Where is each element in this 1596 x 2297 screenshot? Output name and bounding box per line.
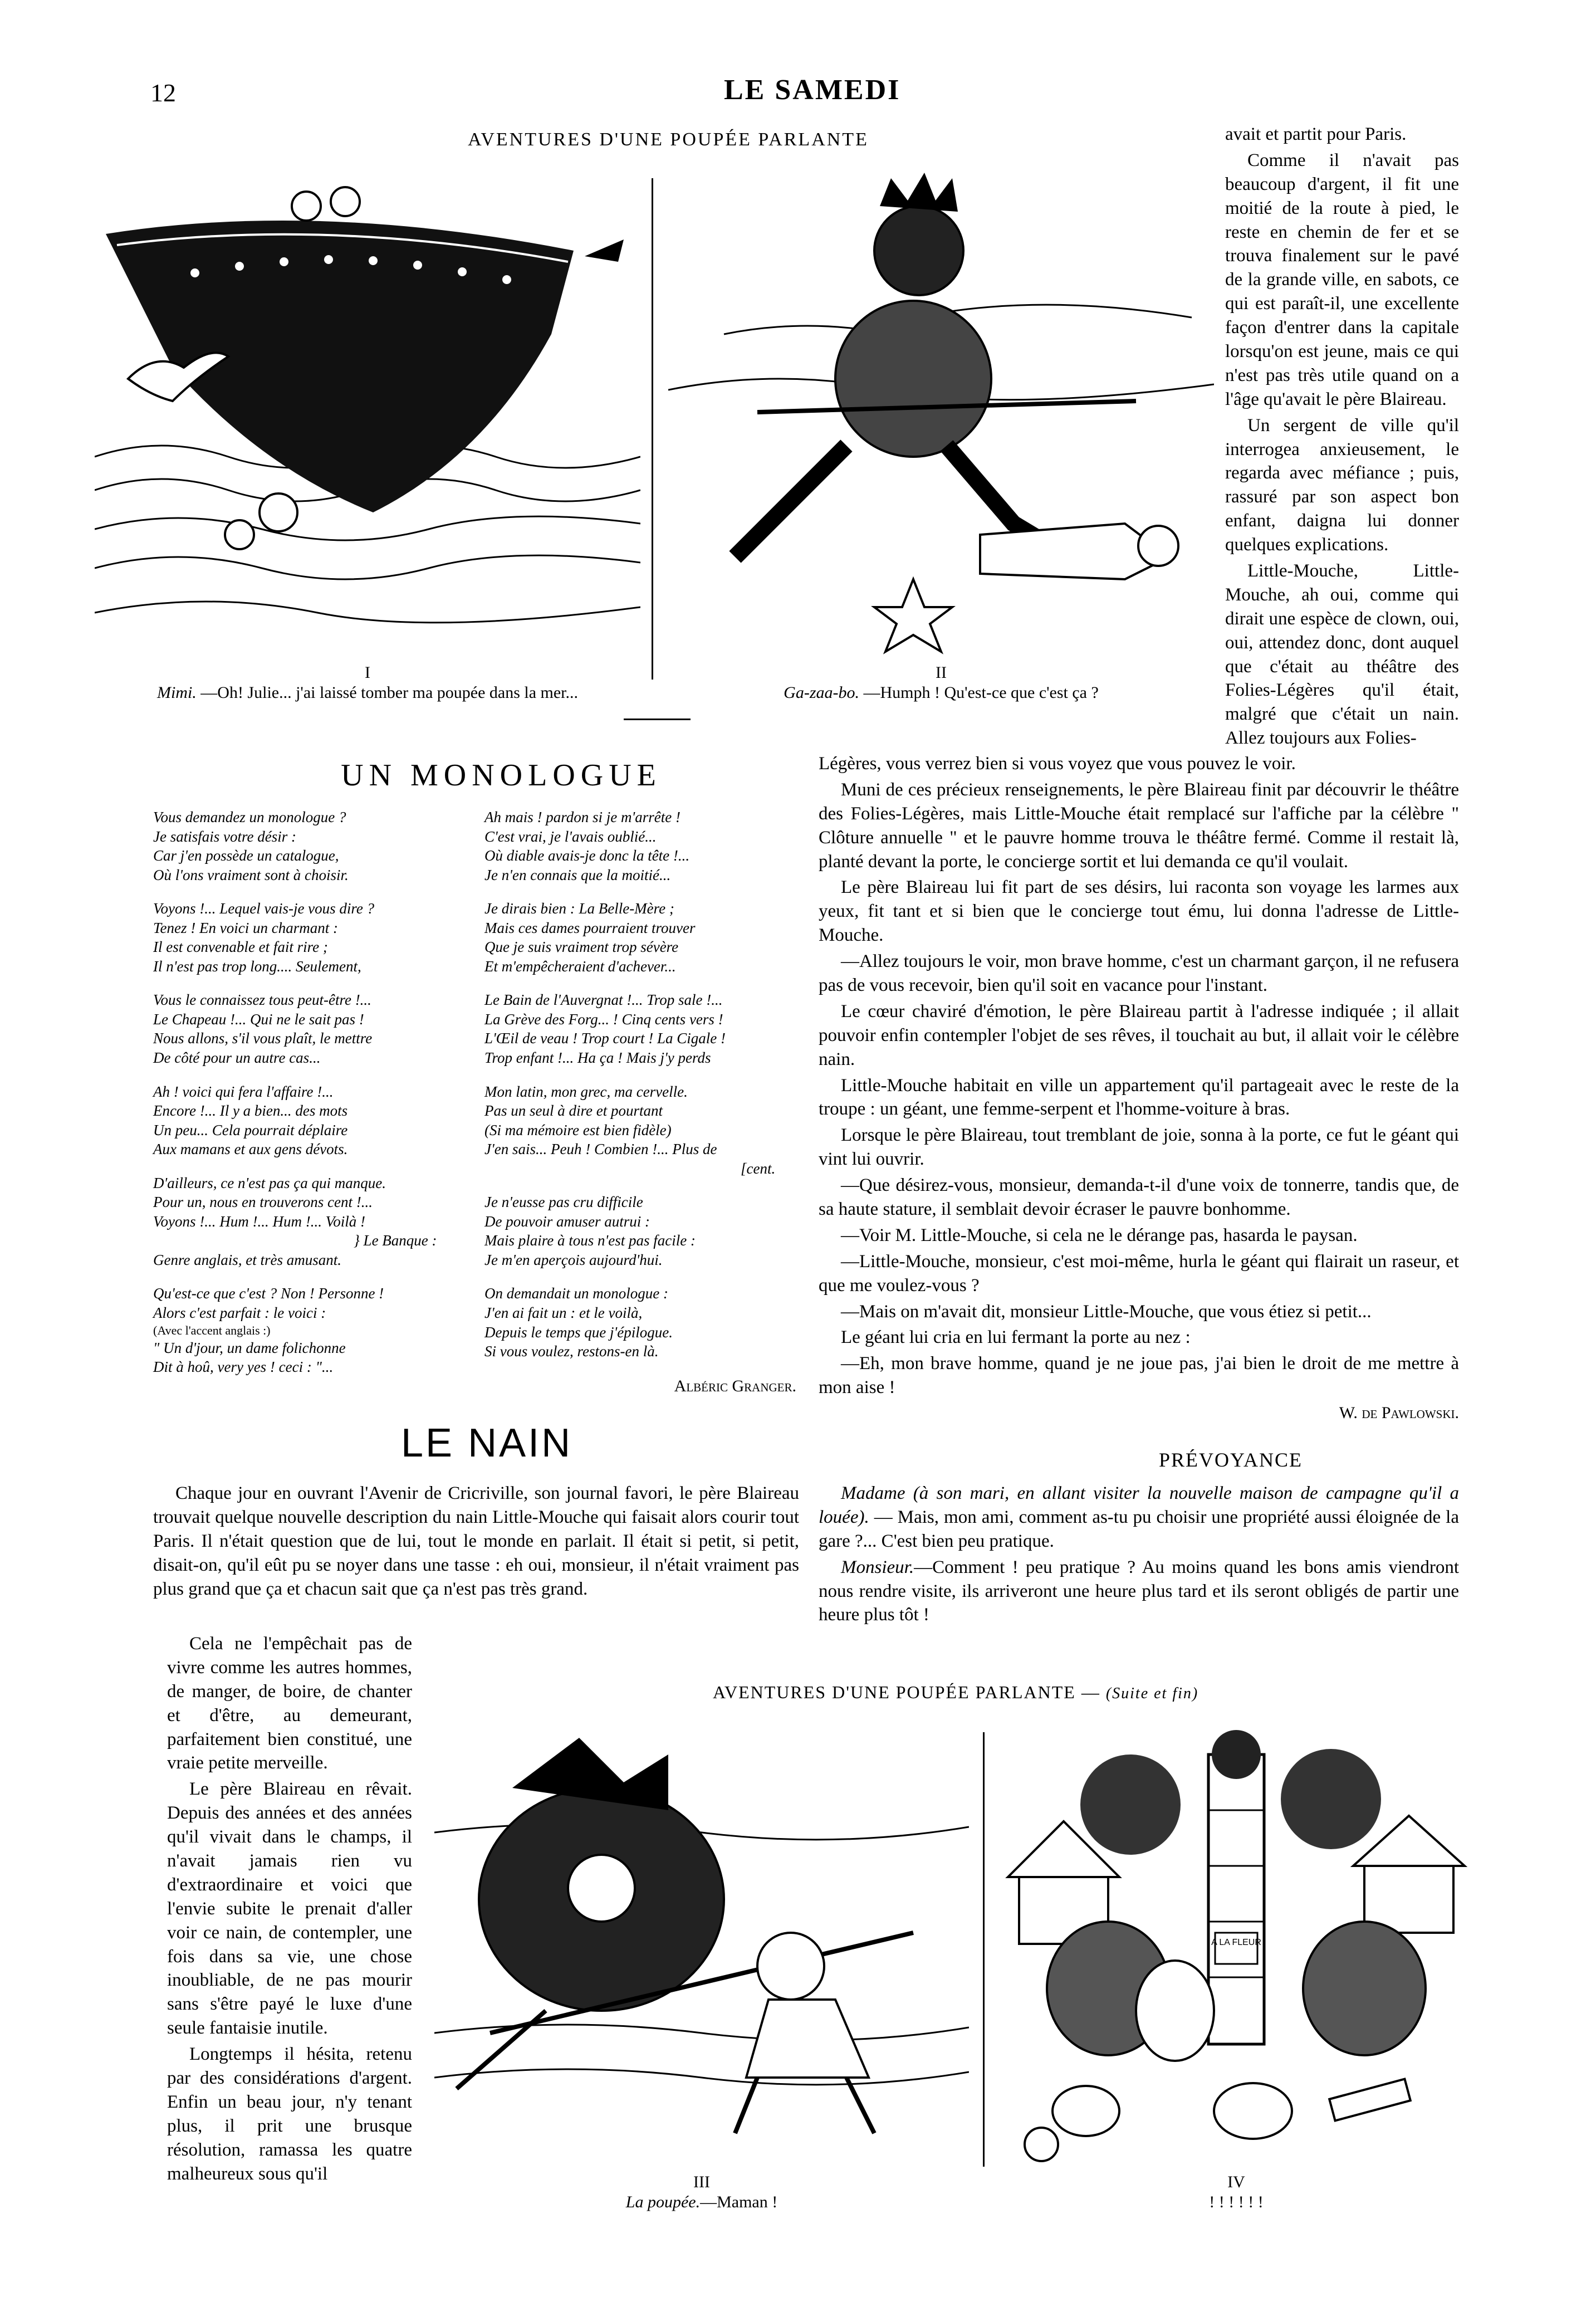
verse-line: Aux mamans et aux gens dévots. [153,1141,348,1158]
stanza [484,990,796,1067]
paragraph: Un sergent de ville qu'il interrogea anxieusement, le regarda avec méfiance ; puis, rassuré par son aspect bon enfant, daigna lui donner quelques explications. [1225,415,1459,555]
verse-line: Et m'empêcheraient d'achever... [484,957,676,975]
paragraph: Muni de ces précieux renseignements, le père Blaireau finit par découvrir le théâtre des Folies-Légères, mais Little-Mouche était remplacé sur l'affiche par la célèbre " Clôture annuelle " et le pauvre homme trouva le théâtre fermé. Comme il restait là, planté devant la porte, le concierge sortit et lui demanda ce qu'il voulait. [819,779,1459,872]
comic-bottom-title-row [713,1682,1325,1703]
verse-line: Qu'est-ce que c'est ? Non ! Personne ! [153,1285,384,1302]
panel-2-number: II [936,663,947,682]
verse-line: Genre anglais, et très amusant. [153,1251,341,1268]
paragraph: Lorsque le père Blaireau, tout tremblant de joie, sonna à la porte, ce fut le géant qui vint lui ouvrir. [819,1125,1459,1170]
verse-line: Il n'est pas trop long.... Seulement, [153,957,361,975]
verse-line: Où l'ons vraiment sont à choisir. [153,866,349,883]
paragraph: Little-Mouche habitait en ville un appartement qu'il partageait avec le reste de la troupe : un géant, une femme-serpent et l'homme-voiture à bras. [819,1075,1459,1120]
verse-line: " Un d'jour, un dame folichonne [153,1339,346,1356]
verse-line: Il est convenable et fait rire ; [153,939,328,956]
verse-line: Depuis le temps que j'épilogue. [484,1323,673,1341]
paragraph: Le père Blaireau en rêvait. Depuis des années et des années qu'il vivait dans le champs, il n'avait jamais rien vu d'extraordinaire et voici que l'envie subite le prenait d'aller voir ce nain, de contempler, une fois dans sa vie, une chose inoubliable, de ne pas mourir sans s'être payé le luxe d'une seule fantaisie inutile. [167,1779,412,2039]
verse-line: J'en sais... Peuh ! Combien !... Plus de [484,1141,717,1158]
panel-1-illustration [95,167,640,657]
verse-line: Voyons !... Lequel vais-je vous dire ? [153,900,375,917]
paragraph: —Que désirez-vous, monsieur, demanda-t-il d'une voix de tonnerre, tandis que, de sa haute stature, il semblait devoir écraser le pauvre bonhomme. [819,1175,1459,1220]
verse-line: On demandait un monologue : [484,1285,668,1302]
idol-sign-text: A LA FLEUR [1211,1938,1261,1947]
paragraph: Le géant lui cria en lui fermant la porte au nez : [841,1327,1191,1348]
verse-line: (Avec l'accent anglais :) [153,1323,271,1337]
paragraph: Comme il n'avait pas beaucoup d'argent, il fit une moitié de la route à pied, le reste en chemin de fer et se trouva finalement sur le pavé de la grande ville, en sabots, ce qui est paraît-il, une excellente façon d'entrer dans la capitale lorsqu'on est jeune, mais ce qui n'est pas très utile quand on a l'âge qu'avait le père Blaireau. [1225,150,1459,409]
journal-title: LE SAMEDI [724,74,901,106]
paragraph: —Voir M. Little-Mouche, si cela ne le dérange pas, hasarda le paysan. [841,1225,1358,1245]
paragraph: avait et partit pour Paris. [1225,124,1407,144]
panel-1-caption [95,663,640,703]
verse-line: De pouvoir amuser autrui : [484,1213,650,1230]
stanza [153,1174,476,1270]
madame-stage-direction: (à son mari, en allant visiter la nouvelle maison de campagne qu'il a louée). [819,1483,1460,1527]
monologue-left-column [153,808,476,1391]
verse-line: Je n'en connais que la moitié... [484,866,671,883]
prevoyance-text [819,1482,1459,1629]
nain-column [167,1632,412,2188]
stanza [153,899,476,976]
panel-3-speaker: La poupée. [625,2193,701,2211]
panel-1-text: —Oh! Julie... j'ai laissé tomber ma poupée dans la mer... [200,683,579,702]
paragraph: Le cœur chaviré d'émotion, le père Blaireau partit à l'adresse indiquée ; il allait pouvoir enfin contempler l'objet de ses rêves, il touchait au but, il allait voir le célèbre nain. [819,1001,1459,1069]
monsieur-label: Monsieur. [841,1557,914,1577]
paragraph: Longtemps il hésita, retenu par des considérations d'argent. Enfin un beau jour, n'y tenant plus, il prit une brusque résolution, ramassa les quatre malheureux sous qu'il [167,2044,412,2184]
verse-line: Vous demandez un monologue ? [153,809,346,825]
panel-3-number: III [693,2173,710,2191]
verse-line: Alors c'est parfait : le voici : [153,1304,326,1322]
monologue-title: UN MONOLOGUE [341,758,662,793]
paragraph: —Eh, mon brave homme, quand je ne joue pas, j'ai bien le droit de me mettre à mon aise ! [819,1353,1459,1398]
verse-line: D'ailleurs, ce n'est pas ça qui manque. [153,1174,386,1191]
verse-line: Car j'en possède un catalogue, [153,847,339,864]
verse-line: } Le Banque : [354,1232,437,1249]
verse-line: Encore !... Il y a bien... des mots [153,1102,348,1120]
comic-bottom-title-suffix: (Suite et fin) [1105,1685,1199,1702]
verse-line: J'en ai fait un : et le voilà, [484,1304,643,1322]
verse-line: Nous allons, s'il vous plaît, le mettre [153,1030,373,1047]
verse-line: De côté pour un autre cas... [153,1049,321,1067]
monsieur-line: —Comment ! peu pratique ? Au moins quand les bons amis viendront nous rendre visite, ils arriveront une heure plus tard et ils seront obligés de partir une heure plus tôt ! [819,1557,1459,1625]
nain-intro [153,1482,799,1603]
monologue-right-column [484,808,796,1397]
panel-4-caption [997,2172,1476,2212]
panel-3-caption [434,2172,969,2212]
verse-line: Où diable avais-je donc la tête !... [484,847,690,864]
stanza [484,1193,796,1269]
paragraph: Chaque jour en ouvrant l'Avenir de Cricriville, son journal favori, le père Blaireau trouvait quelque nouvelle description du nain Little-Mouche qui faisait alors courir tout Paris. Il n'était question que de lui, tout le monde en parlait. Il était si petit, si petit, disait-on, qu'il eût pu se noyer dans une tasse : eh oui, monsieur, il n'était vraiment pas plus grand que ça et chacun sait que ça n'est pas très grand. [153,1483,799,1599]
page-number: 12 [150,79,176,107]
verse-line: Tenez ! En voici un charmant : [153,919,338,936]
nain-title: LE NAIN [401,1421,573,1465]
nain-signature: W. de Pawlowski. [1339,1404,1459,1423]
stanza [484,899,796,976]
stanza [484,808,796,884]
verse-line: Si vous voulez, restons-en là. [484,1343,659,1360]
panel-2-text: —Humph ! Qu'est-ce que c'est ça ? [863,683,1099,702]
paragraph: —Mais on m'avait dit, monsieur Little-Mouche, que vous étiez si petit... [841,1301,1372,1322]
panel-3-text: —Maman ! [700,2193,778,2211]
paragraph: Le père Blaireau lui fit part de ses désirs, lui raconta son voyage les larmes aux yeux, fit tant et si bien que le concierge tout ému, lui donna l'adresse de Little-Mouche. [819,877,1459,946]
paragraph: —Allez toujours le voir, mon brave homme, c'est un charmant garçon, il ne refusera pas de vous recevoir, bien qu'il soit en vacance pour l'instant. [819,951,1459,996]
verse-line: Un peu... Cela pourrait déplaire [153,1121,348,1138]
verse-line: Pas un seul à dire et pourtant [484,1102,663,1120]
panel-4-illustration [997,1721,1476,2167]
paragraph: —Little-Mouche, monsieur, c'est moi-même, hurla le géant qui flairait un raseur, et que me voulez-vous ? [819,1251,1459,1296]
verse-line: Le Chapeau !... Qui ne le sait pas ! [153,1010,364,1028]
paragraph: Little-Mouche, Little-Mouche, ah oui, comme qui dirait une espèce de clown, oui, oui, attendez donc, dont auquel que c'était au théâtre des Folies-Légères qu'il était, malgré que c'était un nain. Allez toujours aux Folies- [1225,561,1459,749]
comic-top-title: AVENTURES D'UNE POUPÉE PARLANTE [468,129,869,150]
panel-4-text: ! ! ! ! ! ! [1209,2193,1264,2211]
verse-line: Le Bain de l'Auvergnat !... Trop sale !... [484,991,723,1009]
madame-label: Madame [841,1483,905,1503]
panel-divider [652,178,653,680]
verse-line: (Si ma mémoire est bien fidèle) [484,1121,672,1138]
verse-line: Vous le connaissez tous peut-être !... [153,991,371,1009]
verse-line: Ah ! voici qui fera l'affaire !... [153,1083,334,1100]
verse-line: Mon latin, mon grec, ma cervelle. [484,1083,688,1100]
stanza [484,1082,796,1179]
prevoyance-title: PRÉVOYANCE [1158,1449,1303,1471]
panel-2-speaker: Ga-zaa-bo. [784,683,859,702]
article-right-narrow [1225,123,1459,752]
panel-2-caption [668,663,1214,703]
panel-2-illustration [668,167,1214,657]
madame-line: — Mais, mon ami, comment as-tu pu choisir une propriété aussi éloignée de la gare ?... C'est bien peu pratique. [819,1507,1459,1551]
verse-line: Mais ces dames pourraient trouver [484,919,696,936]
verse-line: Mais plaire à tous n'est pas facile : [484,1232,696,1249]
paragraph: Cela ne l'empêchait pas de vivre comme les autres hommes, de manger, de boire, de chanter et d'être, au demeurant, parfaitement bien constitué, une vraie petite merveille. [167,1634,412,1773]
verse-line: Je satisfais votre désir : [153,828,296,845]
stanza [153,808,476,884]
verse-line: Ah mais ! pardon si je m'arrête ! [484,809,680,825]
verse-line: C'est vrai, je l'avais oublié... [484,828,657,845]
panel-divider-bottom [983,1732,985,2167]
verse-line: Dit à hoû, very yes ! ceci : "... [153,1358,334,1376]
verse-line: Voyons !... Hum !... Hum !... Voilà ! [153,1213,365,1230]
verse-line: Je m'en aperçois aujourd'hui. [484,1251,663,1268]
verse-line: Pour un, nous en trouverons cent !... [153,1194,373,1211]
verse-line: La Grève des Forg... ! Cinq cents vers ! [484,1010,723,1028]
panel-1-number: I [365,663,370,682]
verse-line: Je dirais bien : La Belle-Mère ; [484,900,674,917]
article-right-wide [819,752,1459,1424]
paragraph: Légères, vous verrez bien si vous voyez que vous pouvez le voir. [819,754,1296,774]
panel-4-number: IV [1227,2173,1245,2191]
stanza [153,1082,476,1159]
verse-line: Je n'eusse pas cru difficile [484,1194,643,1211]
verse-line: Trop enfant !... Ha ça ! Mais j'y perds [484,1049,711,1067]
verse-line: L'Œil de veau ! Trop court ! La Cigale ! [484,1030,726,1047]
verse-line: Que je suis vraiment trop sévère [484,939,679,956]
separator-rule [624,719,691,720]
stanza [153,990,476,1067]
stanza [484,1284,796,1361]
verse-line: [cent. [741,1160,776,1177]
panel-1-speaker: Mimi. [156,683,197,702]
comic-bottom-title: AVENTURES D'UNE POUPÉE PARLANTE — [713,1682,1100,1702]
panel-3-illustration [434,1721,969,2167]
stanza [153,1284,476,1376]
monologue-signature: Albéric Granger. [674,1376,796,1395]
